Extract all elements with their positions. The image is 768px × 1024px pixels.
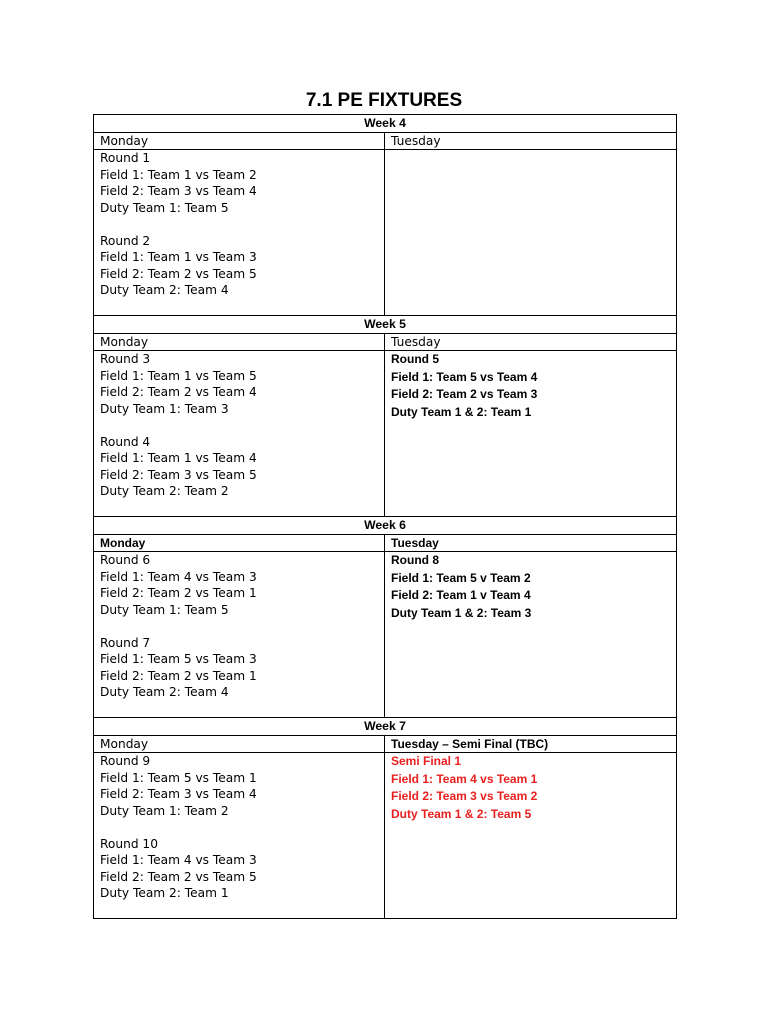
round-label: Round 2 — [100, 233, 151, 248]
duty-line: Duty Team 2: Team 4 — [100, 685, 229, 699]
duty-line: Duty Team 1: Team 5 — [100, 602, 229, 617]
duty-line: Duty Team 1: Team 5 — [100, 200, 229, 215]
page-title: 7.1 PE FIXTURES — [305, 90, 463, 111]
fixture-line: Field 1: Team 5 vs Team 4 — [391, 369, 538, 384]
fixture-line: Field 1: Team 1 vs Team 5 — [100, 368, 257, 383]
fixture-line: Field 1: Team 5 vs Team 3 — [100, 652, 257, 666]
fixture-line: Field 2: Team 2 vs Team 5 — [100, 869, 257, 884]
week-header: Week 5 — [94, 316, 677, 334]
week-header: Week 6 — [94, 517, 677, 535]
fixtures-table — [93, 114, 677, 919]
fixture-line: Field 2: Team 2 vs Team 3 — [391, 387, 538, 402]
fixture-line: Field 1: Team 5 v Team 2 — [391, 570, 531, 585]
fixture-line: Field 1: Team 4 vs Team 3 — [100, 569, 257, 584]
monday-fixtures — [94, 753, 385, 919]
monday-header: Monday — [94, 735, 385, 753]
tuesday-header: Tuesday — [385, 132, 677, 150]
fixture-line: Field 1: Team 4 vs Team 1 — [391, 771, 538, 786]
duty-line: Duty Team 2: Team 1 — [100, 886, 229, 900]
duty-line: Duty Team 1 & 2: Team 1 — [391, 405, 532, 420]
week-header: Week 7 — [94, 718, 677, 736]
duty-line: Duty Team 1 & 2: Team 5 — [391, 807, 532, 822]
duty-line: Duty Team 2: Team 4 — [100, 283, 229, 297]
fixture-line: Field 1: Team 1 vs Team 3 — [100, 250, 257, 264]
duty-line: Duty Team 1: Team 3 — [100, 401, 229, 416]
fixture-line: Field 1: Team 4 vs Team 3 — [100, 853, 257, 867]
monday-fixtures — [94, 150, 385, 316]
round-label: Round 5 — [391, 352, 439, 366]
fixture-line: Field 2: Team 3 vs Team 4 — [100, 184, 257, 198]
tuesday-header: Tuesday — [385, 534, 677, 552]
duty-line: Duty Team 1: Team 2 — [100, 803, 229, 818]
round-label: Round 8 — [391, 553, 439, 567]
round-label: Round 6 — [100, 553, 151, 567]
monday-fixtures — [94, 351, 385, 517]
fixture-line: Field 2: Team 3 vs Team 5 — [100, 467, 257, 482]
round-label: Round 1 — [100, 151, 151, 165]
round-label: Round 3 — [100, 352, 151, 366]
duty-line: Duty Team 1 & 2: Team 3 — [391, 606, 532, 621]
semi-final-label: Semi Final 1 — [391, 754, 462, 768]
round-label: Round 10 — [100, 836, 158, 851]
monday-header: Monday — [94, 333, 385, 351]
week-header: Week 4 — [94, 115, 677, 133]
fixture-line: Field 2: Team 2 vs Team 1 — [100, 586, 257, 600]
fixture-line: Field 1: Team 1 vs Team 4 — [100, 451, 257, 465]
round-label: Round 9 — [100, 754, 151, 768]
tuesday-fixtures — [385, 552, 677, 718]
tuesday-fixtures — [385, 351, 677, 517]
fixture-line: Field 1: Team 5 vs Team 1 — [100, 770, 257, 785]
monday-header: Monday — [94, 534, 385, 552]
fixture-line: Field 2: Team 1 v Team 4 — [391, 588, 531, 603]
fixture-line: Field 2: Team 2 vs Team 4 — [100, 385, 257, 399]
duty-line: Duty Team 2: Team 2 — [100, 484, 229, 498]
round-label: Round 4 — [100, 434, 151, 449]
tuesday-header: Tuesday – Semi Final (TBC) — [385, 735, 677, 753]
fixture-line: Field 1: Team 1 vs Team 2 — [100, 167, 257, 182]
fixture-line: Field 2: Team 3 vs Team 2 — [391, 789, 538, 804]
fixture-line: Field 2: Team 2 vs Team 5 — [100, 266, 257, 281]
fixture-line: Field 2: Team 3 vs Team 4 — [100, 787, 257, 801]
monday-fixtures — [94, 552, 385, 718]
monday-header: Monday — [94, 132, 385, 150]
tuesday-fixtures — [385, 150, 677, 316]
fixture-line: Field 2: Team 2 vs Team 1 — [100, 668, 257, 683]
round-label: Round 7 — [100, 635, 151, 650]
tuesday-header: Tuesday — [385, 333, 677, 351]
tuesday-fixtures — [385, 753, 677, 919]
